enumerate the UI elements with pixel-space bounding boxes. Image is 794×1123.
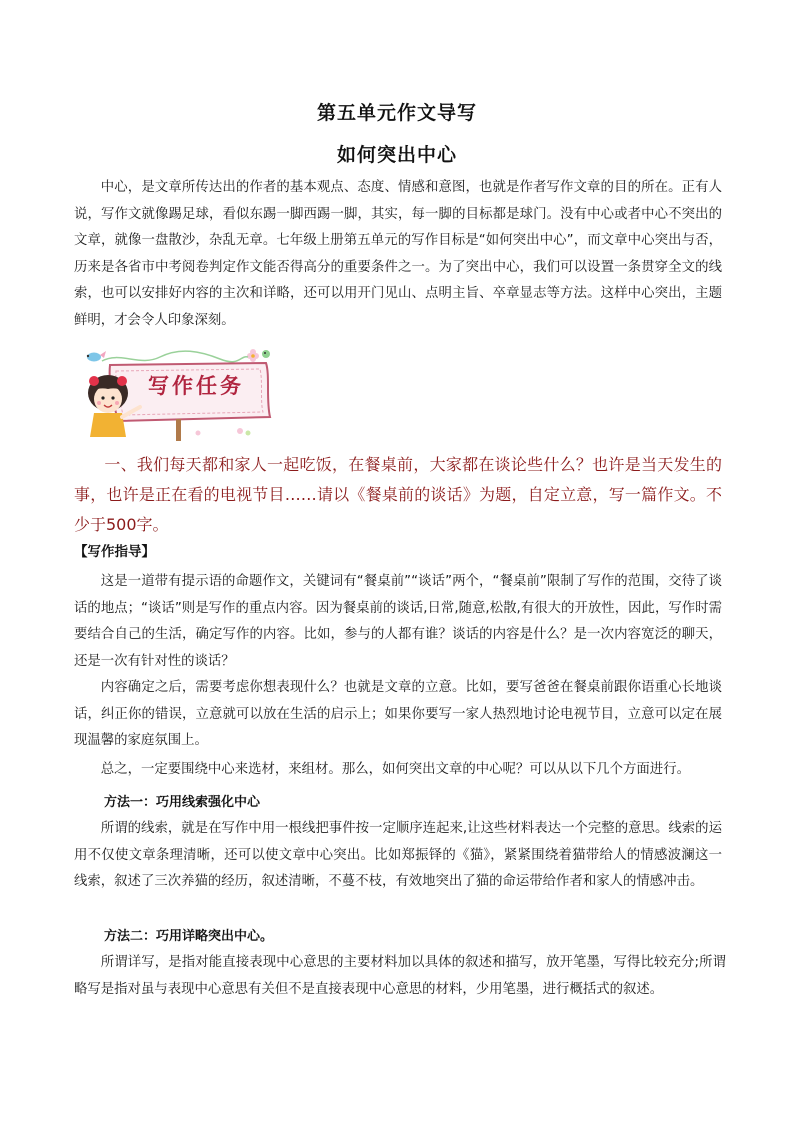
document-subtitle: 如何突出中心 <box>336 144 457 166</box>
flower-icon <box>247 349 270 362</box>
method-2-paragraph: 所谓详写，是指对能直接表现中心意思的主要材料加以具体的叙述和描写，放开笔墨，写得比较充分;所谓略写是指对虽与表现中心意思有关但不是直接表现中心意思的材料，少用笔墨，进行概括式的叙述。 <box>74 955 726 997</box>
guide-paragraph-2: 内容确定之后，需要考虑你想表现什么？也就是文章的立意。比如，要写爸爸在餐桌前跟你语重心长地谈话，纠正你的错误，立意就可以放在生活的启示上；如果你要写一家人热烈地讨论电视节目，立意可以定在展现温馨的家庭氛围上。 <box>74 680 722 748</box>
writing-task-prompt: 一、我们每天都和家人一起吃饭，在餐桌前，大家都在谈论些什么？也许是当天发生的事，也许是正在看的电视节目……请以《餐桌前的谈话》为题，自定立意，写一篇作文。不少于500字。 <box>74 455 722 534</box>
document-title: 第五单元作文导写 <box>316 102 477 124</box>
method-2-title: 方法二：巧用详略突出中心。 <box>104 929 274 944</box>
guide-heading: 【写作指导】 <box>74 544 155 560</box>
writing-task-banner <box>80 345 280 445</box>
method-1-title: 方法一：巧用线索强化中心 <box>104 795 261 810</box>
intro-paragraph: 中心，是文章所传达出的作者的基本观点、态度、情感和意图，也就是作者写作文章的目的所在。正有人说，写作文就像踢足球，看似东踢一脚西踢一脚，其实，每一脚的目标都是球门。没有中心或者中心不突出的文章，就像一盘散沙，杂乱无章。七年级上册第五单元的写作目标是“如何突出中心”，而文章中心突出与否，历来是各省市中考阅卷判定作文能否得高分的重要条件之一。为了突出中心，我们可以设置一条贯穿全文的线索，也可以安排好内容的主次和详略，还可以用开门见山、点明主旨、卒章显志等方法。这样中心突出，主题鲜明，才会令人印象深刻。 <box>74 180 722 328</box>
guide-paragraph-3: 总之，一定要围绕中心来选材，来组材。那么，如何突出文章的中心呢？可以从以下几个方面进行。 <box>100 762 690 777</box>
guide-paragraph-1: 这是一道带有提示语的命题作文，关键词有“餐桌前”“谈话”两个，“餐桌前”限制了写作的范围，交待了谈话的地点；“谈话”则是写作的重点内容。因为餐桌前的谈话,日常,随意,松散,有很大的开放性，因此，写作时需要结合自己的生活，确定写作的内容。比如，参与的人都有谁？谈话的内容是什么？是一次内容宽泛的聊天，还是一次有针对性的谈话？ <box>74 574 722 669</box>
method-1-paragraph: 所谓的线索，就是在写作中用一根线把事件按一定顺序连起来,让这些材料表达一个完整的意思。线索的运用不仅使文章条理清晰，还可以使文章中心突出。比如郑振铎的《猫》，紧紧围绕着猫带给人的情感波澜这一线索，叙述了三次养猫的经历，叙述清晰，不蔓不枝，有效地突出了猫的命运带给作者和家人的情感冲击。 <box>74 821 722 889</box>
banner-label: 写作任务 <box>148 373 244 398</box>
